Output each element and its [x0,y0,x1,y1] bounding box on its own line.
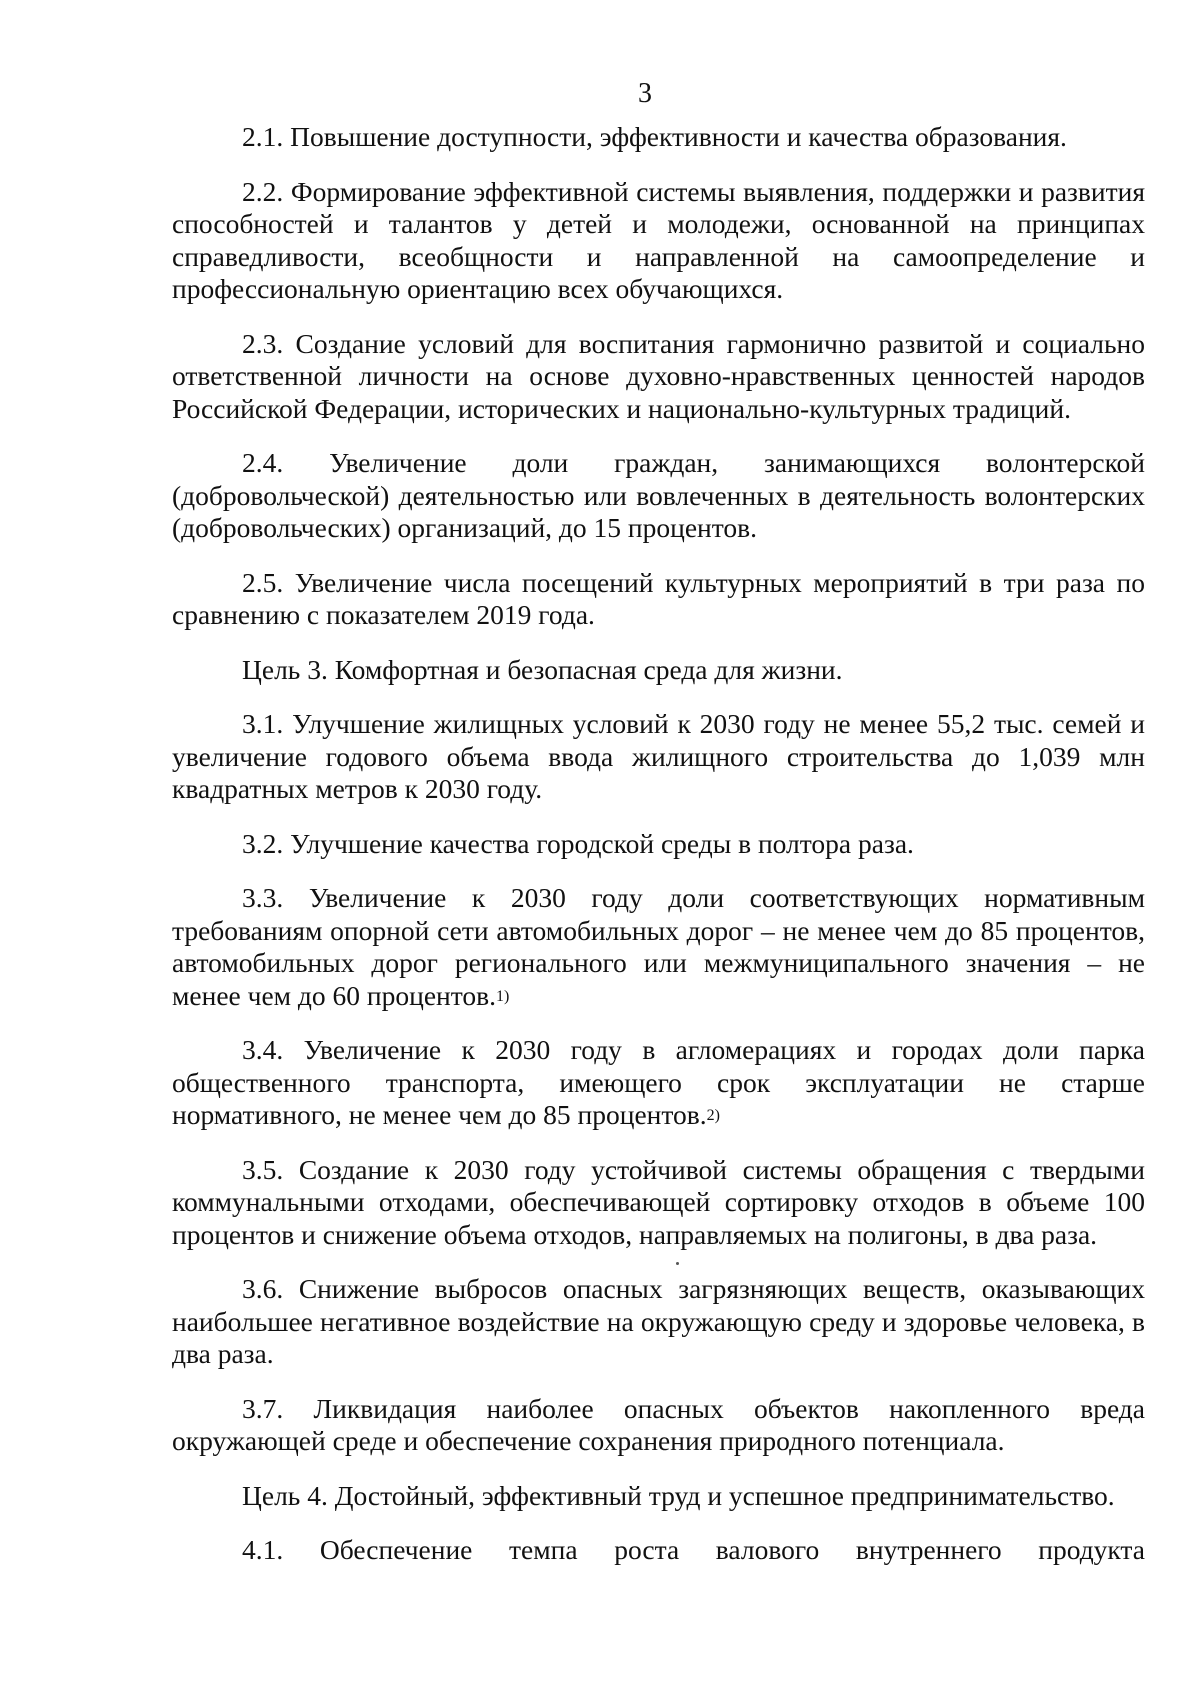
paragraph-3-3 [172,882,1145,1012]
paragraph-4-1: 4.1. Обеспечение темпа роста валового внутреннего продукта [242,1534,1145,1565]
document-body [172,121,1145,1589]
paragraph-2-4: 2.4. Увеличение доли граждан, занимающихся волонтерской (добровольческой) деятельностью или вовлеченных в деятельность волонтерских (добровольческих) организаций, до 15 процентов. [172,447,1145,543]
paragraph-3-2: 3.2. Улучшение качества городской среды в полтора раза. [242,827,914,859]
goal-3-heading: Цель 3. Комфортная и безопасная среда для жизни. [242,653,843,685]
footnote-marker-1: 1) [496,987,510,1005]
paragraph-3-7: 3.7. Ликвидация наиболее опасных объектов накопленного вреда окружающей среде и обеспечение сохранения природного потенциала. [172,1392,1145,1456]
goal-4-heading: Цель 4. Достойный, эффективный труд и успешное предпринимательство. [242,1479,1115,1511]
paragraph-2-1: 2.1. Повышение доступности, эффективности и качества образования. [242,121,1067,152]
paragraph-3-1: 3.1. Улучшение жилищных условий к 2030 году не менее 55,2 тыс. семей и увеличение годового объема ввода жилищного строительства до 1,039 млн квадратных метров к 2030 году. [172,708,1145,804]
paragraph-2-3: 2.3. Создание условий для воспитания гармонично развитой и социально ответственной личности на основе духовно-нравственных ценностей народов Российской Федерации, исторических и национально-культурных традиций. [172,327,1145,424]
page-number: 3 [638,78,652,109]
paragraph-3-4-text: 3.4. Увеличение к 2030 году в агломерациях и городах доли парка общественного транспорта, имеющего срок эксплуатации не старше нормативного, не менее чем до 85 процентов. [172,1034,1145,1130]
paragraph-3-3-text: 3.3. Увеличение к 2030 году доли соответствующих нормативным требованиям опорной сети автомобильных дорог – не менее чем до 85 процентов, автомобильных дорог регионального или межмуниципального значения – не менее чем до 60 процентов. [172,882,1145,1011]
paragraph-3-6: 3.6. Снижение выбросов опасных загрязняющих веществ, оказывающих наибольшее негативное воздействие на окружающую среду и здоровье человека, в два раза. [172,1273,1145,1369]
paragraph-3-5: 3.5. Создание к 2030 году устойчивой системы обращения с твердыми коммунальными отходами, обеспечивающей сортировку отходов в объеме 100 процентов и снижение объема отходов, направляемых на полигоны, в два раза. [172,1153,1145,1250]
scan-speck [676,1262,679,1265]
paragraph-2-5: 2.5. Увеличение числа посещений культурных мероприятий в три раза по сравнению с показателем 2019 года. [172,566,1145,630]
paragraph-2-2: 2.2. Формирование эффективной системы выявления, поддержки и развития способностей и талантов у детей и молодежи, основанной на принципах справедливости, всеобщности и направленной на самоопределение и профессиональную ориентацию всех обучающихся. [172,175,1145,304]
paragraph-3-4 [172,1034,1145,1132]
footnote-marker-2: 2) [706,1107,720,1124]
